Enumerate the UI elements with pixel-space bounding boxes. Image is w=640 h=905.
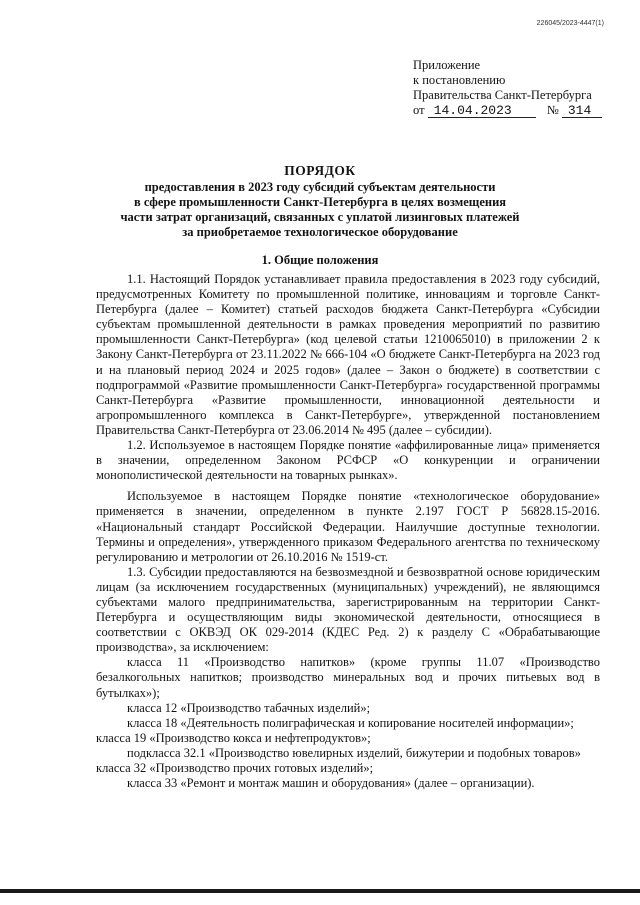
appendix-line-2: к постановлению (413, 73, 506, 87)
title-line-2: в сфере промышленности Санкт-Петербурга в целях возмещения (133, 195, 507, 209)
number-label: № (546, 103, 559, 117)
title-line-4: за приобретаемое технологическое оборудование (182, 225, 458, 239)
paragraph-1-2: 1.2. Используемое в настоящем Порядке понятие «аффилированные лица» применяется в значении, определенном Законом РСФСР «О конкуренции и ограничении монополистической деятельности на товарных рынках». (96, 438, 600, 483)
exclusion-class-18: класса 18 «Деятельность полиграфическая и копирование носителей информации»; (127, 715, 574, 730)
exclusion-class-33: класса 33 «Ремонт и монтаж машин и оборудования» (далее – организации). (127, 776, 535, 791)
appendix-date: 14.04.2023 (428, 104, 536, 118)
title-line-3: части затрат организаций, связанных с уплатой лизинговых платежей (120, 210, 520, 224)
title-main: ПОРЯДОК (284, 163, 356, 178)
appendix-line-3: Правительства Санкт-Петербурга (413, 88, 592, 102)
from-label: от (413, 103, 425, 117)
document-id: 226045/2023-4447(1) (536, 20, 604, 27)
document-body (96, 272, 600, 791)
exclusion-class-12: класса 12 «Производство табачных изделий»; (127, 700, 371, 715)
exclusion-class-19: класса 19 «Производство кокса и нефтепродуктов»; (96, 730, 371, 745)
scan-bottom-edge (0, 889, 640, 893)
document-title (60, 163, 580, 240)
appendix-line-1: Приложение (413, 58, 481, 72)
appendix-date-row (413, 103, 602, 118)
exclusion-subclass-32-1: подкласса 32.1 «Производство ювелирных изделий, бижутерии и подобных товаров» (127, 745, 581, 760)
appendix-number: 314 (562, 104, 602, 118)
appendix-block (413, 58, 602, 118)
paragraph-1-3: 1.3. Субсидии предоставляются на безвозмездной и безвозвратной основе юридическим лицам (за исключением государственных (муниципальных) учреждений), не являющимся субъектами малого предпринимательства, зарегистрированным на территории Санкт-Петербурга и осуществляющим виды экономической деятельности, относящиеся в соответствии с ОКВЭД ОК 029-2014 (КДЕС Ред. 2) к разделу С «Обрабатывающие производства», за исключением: (96, 564, 600, 655)
exclusion-class-32: класса 32 «Производство прочих готовых изделий»; (96, 761, 374, 775)
exclusion-class-11: класса 11 «Производство напитков» (кроме группы 11.07 «Производство безалкогольных напитков; производство минеральных вод и прочих питьевых вод в бутылках»); (96, 655, 600, 700)
section-heading: 1. Общие положения (261, 253, 379, 267)
paragraph-1-1: 1.1. Настоящий Порядок устанавливает правила предоставления в 2023 году субсидий, предусмотренных Комитету по промышленной политике, инновациям и торговле Санкт-Петербурга (далее – Комитет) статьей расходов бюджета Санкт-Петербурга «Субсидии субъектам промышленной деятельности в рамках проведения мероприятий по развитию промышленности Санкт-Петербурга» (код целевой статьи 1210065010) в приложении 2 к Закону Санкт-Петербурга от 23.11.2022 № 666-104 «О бюджете Санкт-Петербурга на 2023 год и на плановый период 2024 и 2025 годов» (далее – Закон о бюджете) в соответствии с подпрограммой «Развитие промышленности Санкт-Петербурга» государственной программы Санкт-Петербурга «Развитие промышленности, инновационной деятельности и агропромышленного комплекса в Санкт-Петербурге», утвержденной постановлением Правительства Санкт-Петербурга от 23.06.2014 № 495 (далее – субсидии). (96, 272, 600, 437)
paragraph-technological-equipment: Используемое в настоящем Порядке понятие «технологическое оборудование» применяется в значении, определенном в пункте 2.197 ГОСТ Р 56828.15-2016. «Национальный стандарт Российской Федерации. Наилучшие доступные технологии. Термины и определения», утвержденного приказом Федерального агентства по техническому регулированию и метрологии от 26.10.2016 № 1519-ст. (96, 489, 600, 564)
title-line-1: предоставления в 2023 году субсидий субъектам деятельности (144, 180, 496, 194)
